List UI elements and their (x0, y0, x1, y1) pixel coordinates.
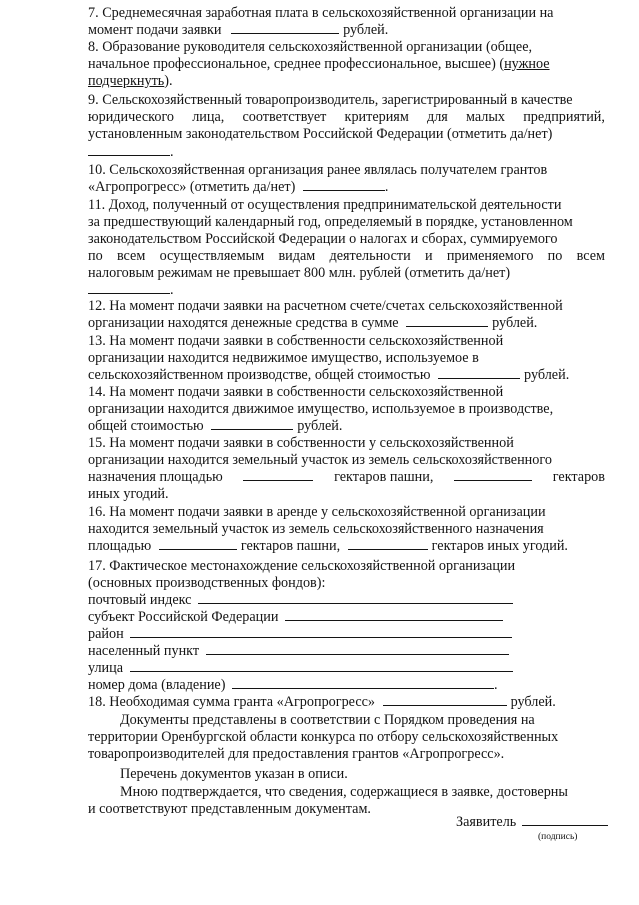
item-8-close: ). (164, 73, 173, 89)
region-field[interactable] (285, 609, 503, 621)
item-14-label: общей стоимостью (88, 418, 204, 434)
street-field[interactable] (130, 660, 513, 672)
postal-code-label: почтовый индекс (88, 592, 192, 608)
word: видам (278, 248, 316, 264)
item-15-arable-unit: гектаров пашни, (334, 469, 434, 485)
word: малых (466, 109, 506, 125)
item-8-note: нужное (504, 56, 550, 72)
item-16-line-3 (88, 538, 568, 554)
item-12-unit: рублей. (492, 315, 538, 331)
street-row (88, 660, 513, 676)
applicant-label: Заявитель (456, 814, 517, 830)
grant-amount-field[interactable] (383, 694, 507, 706)
closing-p1-line-3: товаропроизводителей для предоставления грантов «Агропрогресс». (88, 746, 505, 762)
item-13-unit: рублей. (524, 367, 570, 383)
item-7-line-1: 7. Среднемесячная заработная плата в сельскохозяйственной организации на (88, 5, 554, 21)
item-15-line-1: 15. На момент подачи заявки в собственности у сельскохозяйственной (88, 435, 514, 451)
item-9-line-1: 9. Сельскохозяйственный товаропроизводитель, зарегистрированный в качестве (88, 92, 573, 108)
item-12-label: организации находятся денежные средства в сумме (88, 315, 399, 331)
item-15-other-unit: гектаров (552, 469, 605, 485)
item-17-line-1: 17. Фактическое местонахождение сельскохозяйственной организации (88, 558, 516, 574)
word: предприятий, (523, 109, 605, 125)
postal-code-field[interactable] (198, 592, 513, 604)
item-8-options: начальное профессиональное, среднее профессиональное, высшее) ( (88, 56, 505, 72)
closing-p2: Перечень документов указан в описи. (120, 766, 348, 782)
word: всем (576, 248, 605, 264)
item-18-unit: рублей. (510, 694, 556, 710)
signature-field[interactable] (522, 814, 608, 826)
funds-amount-field[interactable] (406, 315, 488, 327)
item-15-line-4: иных угодий. (88, 486, 169, 502)
item-7-label: момент подачи заявки (88, 22, 222, 38)
item-8-line-2 (88, 56, 550, 72)
item-8-line-3 (88, 73, 173, 89)
item-16-arable-unit: гектаров пашни, (240, 538, 341, 554)
district-row (88, 626, 512, 642)
applicant-signature-row (456, 814, 608, 830)
word: критериям (344, 109, 409, 125)
owned-other-land-area-field[interactable] (454, 469, 532, 481)
item-9-line-4 (88, 144, 174, 160)
word: юридического (88, 109, 175, 125)
item-11-line-4 (88, 248, 605, 264)
item-10-line-1: 10. Сельскохозяйственная организация ранее являлась получателем грантов (88, 162, 548, 178)
item-17-line-2: (основных производственных фондов): (88, 575, 326, 591)
item-14-line-1: 14. На момент подачи заявки в собственности сельскохозяйственной (88, 384, 504, 400)
word: всем (116, 248, 146, 264)
item-9-line-3: установленным законодательством Российской Федерации (отметить да/нет) (88, 126, 553, 142)
item-9-period: . (170, 144, 174, 160)
item-9-line-2 (88, 109, 605, 125)
word: по (88, 248, 103, 264)
word: и (424, 248, 433, 264)
postal-code-row (88, 592, 513, 608)
item-13-line-3 (88, 367, 569, 383)
locality-row (88, 643, 509, 659)
item-12-line-1: 12. На момент подачи заявки на расчетном счете/счетах сельскохозяйственной (88, 298, 563, 314)
item-13-label: сельскохозяйственном производстве, общей стоимостью (88, 367, 431, 383)
signature-caption: (подпись) (538, 832, 578, 842)
locality-field[interactable] (206, 643, 509, 655)
closing-p3-line-1: Мною подтверждается, что сведения, содержащиеся в заявке, достоверны (120, 784, 568, 800)
item-15-label: назначения площадью (88, 469, 223, 485)
real-estate-value-field[interactable] (438, 367, 520, 379)
item-12-line-2 (88, 315, 537, 331)
income-limit-field[interactable] (88, 282, 170, 294)
item-16-label: площадью (88, 538, 152, 554)
item-11-line-3: законодательством Российской Федерации о налогах и сборах, суммируемого (88, 231, 558, 247)
region-row (88, 609, 503, 625)
item-17-period: . (493, 677, 498, 693)
item-11-line-1: 11. Доход, полученный от осуществления предпринимательской деятельности (88, 197, 562, 213)
item-11-period: . (170, 282, 174, 298)
word: деятельности (329, 248, 411, 264)
item-8-note-cont: подчеркнуть (88, 73, 165, 89)
item-13-line-1: 13. На момент подачи заявки в собственности сельскохозяйственной (88, 333, 504, 349)
word: для (427, 109, 448, 125)
item-14-unit: рублей. (297, 418, 343, 434)
previous-grant-field[interactable] (303, 179, 385, 191)
word: соответствует (242, 109, 327, 125)
house-number-row (88, 677, 498, 693)
word: применяемого (446, 248, 534, 264)
item-16-line-2: находится земельный участок из земель сельскохозяйственного назначения (88, 521, 544, 537)
word: по (547, 248, 563, 264)
item-10-line-2 (88, 179, 388, 195)
item-11-line-2: за предшествующий календарный год, определяемый в порядке, установленном (88, 214, 573, 230)
street-label: улица (88, 660, 124, 676)
locality-label: населенный пункт (88, 643, 200, 659)
item-18-line (88, 694, 556, 710)
item-10-label: «Агропрогресс» (отметить да/нет) (88, 179, 296, 195)
item-16-other-unit: гектаров иных угодий. (431, 538, 568, 554)
item-11-line-5: налоговым режимам не превышает 800 млн. рублей (отметить да/нет) (88, 265, 511, 281)
item-13-line-2: организации находится недвижимое имущество, используемое в (88, 350, 479, 366)
salary-field[interactable] (231, 22, 339, 34)
item-15-line-3 (88, 469, 605, 485)
item-18-label: 18. Необходимая сумма гранта «Агропрогресс» (88, 694, 376, 710)
word: лица, (192, 109, 225, 125)
item-7-line-2 (88, 22, 388, 38)
region-label: субъект Российской Федерации (88, 609, 279, 625)
item-11-line-6 (88, 282, 174, 298)
word: осуществляемым (159, 248, 265, 264)
item-8-line-1: 8. Образование руководителя сельскохозяйственной организации (общее, (88, 39, 533, 55)
house-number-label: номер дома (владение) (88, 677, 226, 693)
leased-other-land-area-field[interactable] (348, 538, 428, 550)
item-14-line-2: организации находится движимое имущество, используемое в производстве, (88, 401, 554, 417)
item-14-line-3 (88, 418, 342, 434)
item-7-unit: рублей. (343, 22, 389, 38)
leased-arable-area-field[interactable] (159, 538, 237, 550)
house-number-field[interactable] (232, 677, 494, 689)
item-10-period: . (384, 179, 389, 195)
closing-p1-line-2: территории Оренбургской области конкурса по отбору сельскохозяйственных (88, 729, 559, 745)
closing-p1-line-1: Документы представлены в соответствии с Порядком проведения на (120, 712, 535, 728)
small-business-field[interactable] (88, 144, 170, 156)
district-label: район (88, 626, 124, 642)
closing-p3-line-2: и соответствуют представленным документам. (88, 801, 371, 817)
owned-arable-area-field[interactable] (243, 469, 313, 481)
item-16-line-1: 16. На момент подачи заявки в аренде у сельскохозяйственной организации (88, 504, 546, 520)
item-15-line-2: организации находится земельный участок из земель сельскохозяйственного (88, 452, 552, 468)
movable-property-value-field[interactable] (211, 418, 293, 430)
district-field[interactable] (130, 626, 512, 638)
